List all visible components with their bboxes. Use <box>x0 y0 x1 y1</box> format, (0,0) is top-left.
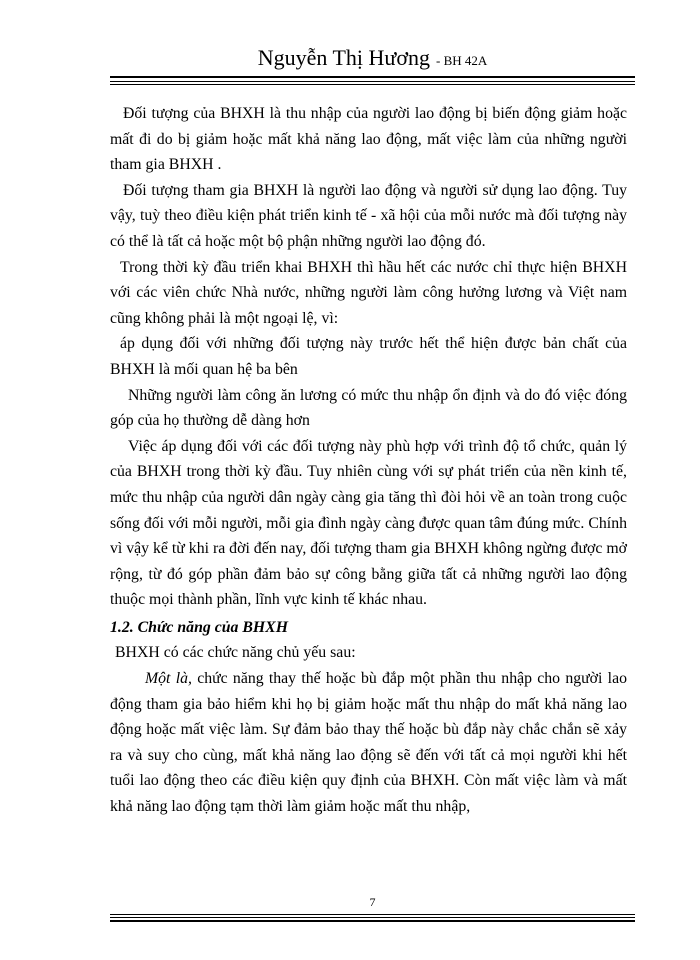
footer-rule <box>110 914 635 915</box>
page-header <box>110 38 635 78</box>
paragraph-rest: chức năng thay thế hoặc bù đắp một phần thu nhập cho người lao động tham gia bảo hiểm khi họ bị giảm hoặc mất thu nhập do mất khả năng lao động hoặc mất việc làm. Sự đảm bảo thay thế hoặc bù đắp này chắc chắn sẽ xảy ra và suy cho cùng, mất khả năng lao động sẽ đến với tất cả mọi người khi hết tuổi lao động theo các điều kiện quy định của BHXH. Còn mất việc làm và mất khả năng lao động tạm thời làm giảm hoặc mất thu nhập, <box>110 670 627 816</box>
paragraph: Trong thời kỳ đầu triển khai BHXH thì hầu hết các nước chỉ thực hiện BHXH với các viên chức Nhà nước, những người làm công hưởng lương và Việt nam cũng không phải là một ngoại lệ, vì: <box>110 258 627 327</box>
paragraph-lead: Một là, <box>145 670 192 688</box>
paragraph: Việc áp dụng đối với các đối tượng này phù hợp với trình độ tổ chức, quản lý của BHXH trong thời kỳ đầu. Tuy nhiên cùng với sự phát triển của nền kinh tế, mức thu nhập của người dân ngày càng gia tăng thì đòi hỏi về an toàn trong cuộc sống đối với mỗi người, mỗi gia đình ngày càng được quan tâm đúng mức. Chính vì vậy kể từ khi ra đời đến nay, đối tượng tham gia BHXH không ngừng được mở rộng, từ đó góp phần đảm bảo sự công bằng giữa tất cả những người lao động thuộc mọi thành phần, lĩnh vực kinh tế khác nhau. <box>110 437 627 609</box>
paragraph: áp dụng đối với những đối tượng này trước hết thể hiện được bản chất của BHXH là mối quan hệ ba bên <box>110 335 627 378</box>
paragraph: BHXH có các chức năng chủ yếu sau: <box>115 644 356 662</box>
paragraph <box>110 666 627 820</box>
author-name: Nguyễn Thị Hương <box>257 45 430 70</box>
header-rule <box>110 76 635 78</box>
section-heading: 1.2. Chức năng của BHXH <box>110 618 289 636</box>
document-body <box>110 84 627 820</box>
paragraph: Đối tượng của BHXH là thu nhập của người lao động bị biến động giảm hoặc mất đi do bị giảm hoặc mất khả năng lao động, mất việc làm của những người tham gia BHXH . <box>110 105 627 174</box>
header-rule <box>110 81 635 82</box>
paragraph: Những người làm công ăn lương có mức thu nhập ổn định và do đó việc đóng góp của họ thường dễ dàng hơn <box>110 386 627 430</box>
paragraph: Đối tượng tham gia BHXH là người lao động và người sử dụng lao động. Tuy vậy, tuỳ theo điều kiện phát triển kinh tế - xã hội của mỗi nước mà đối tượng này có thể là tất cả hoặc một bộ phận những người lao động đó. <box>110 181 627 250</box>
footer-rule <box>110 920 635 922</box>
page-number: 7 <box>369 895 376 909</box>
footer-rule <box>110 917 635 918</box>
class-code: - BH 42A <box>435 53 488 68</box>
